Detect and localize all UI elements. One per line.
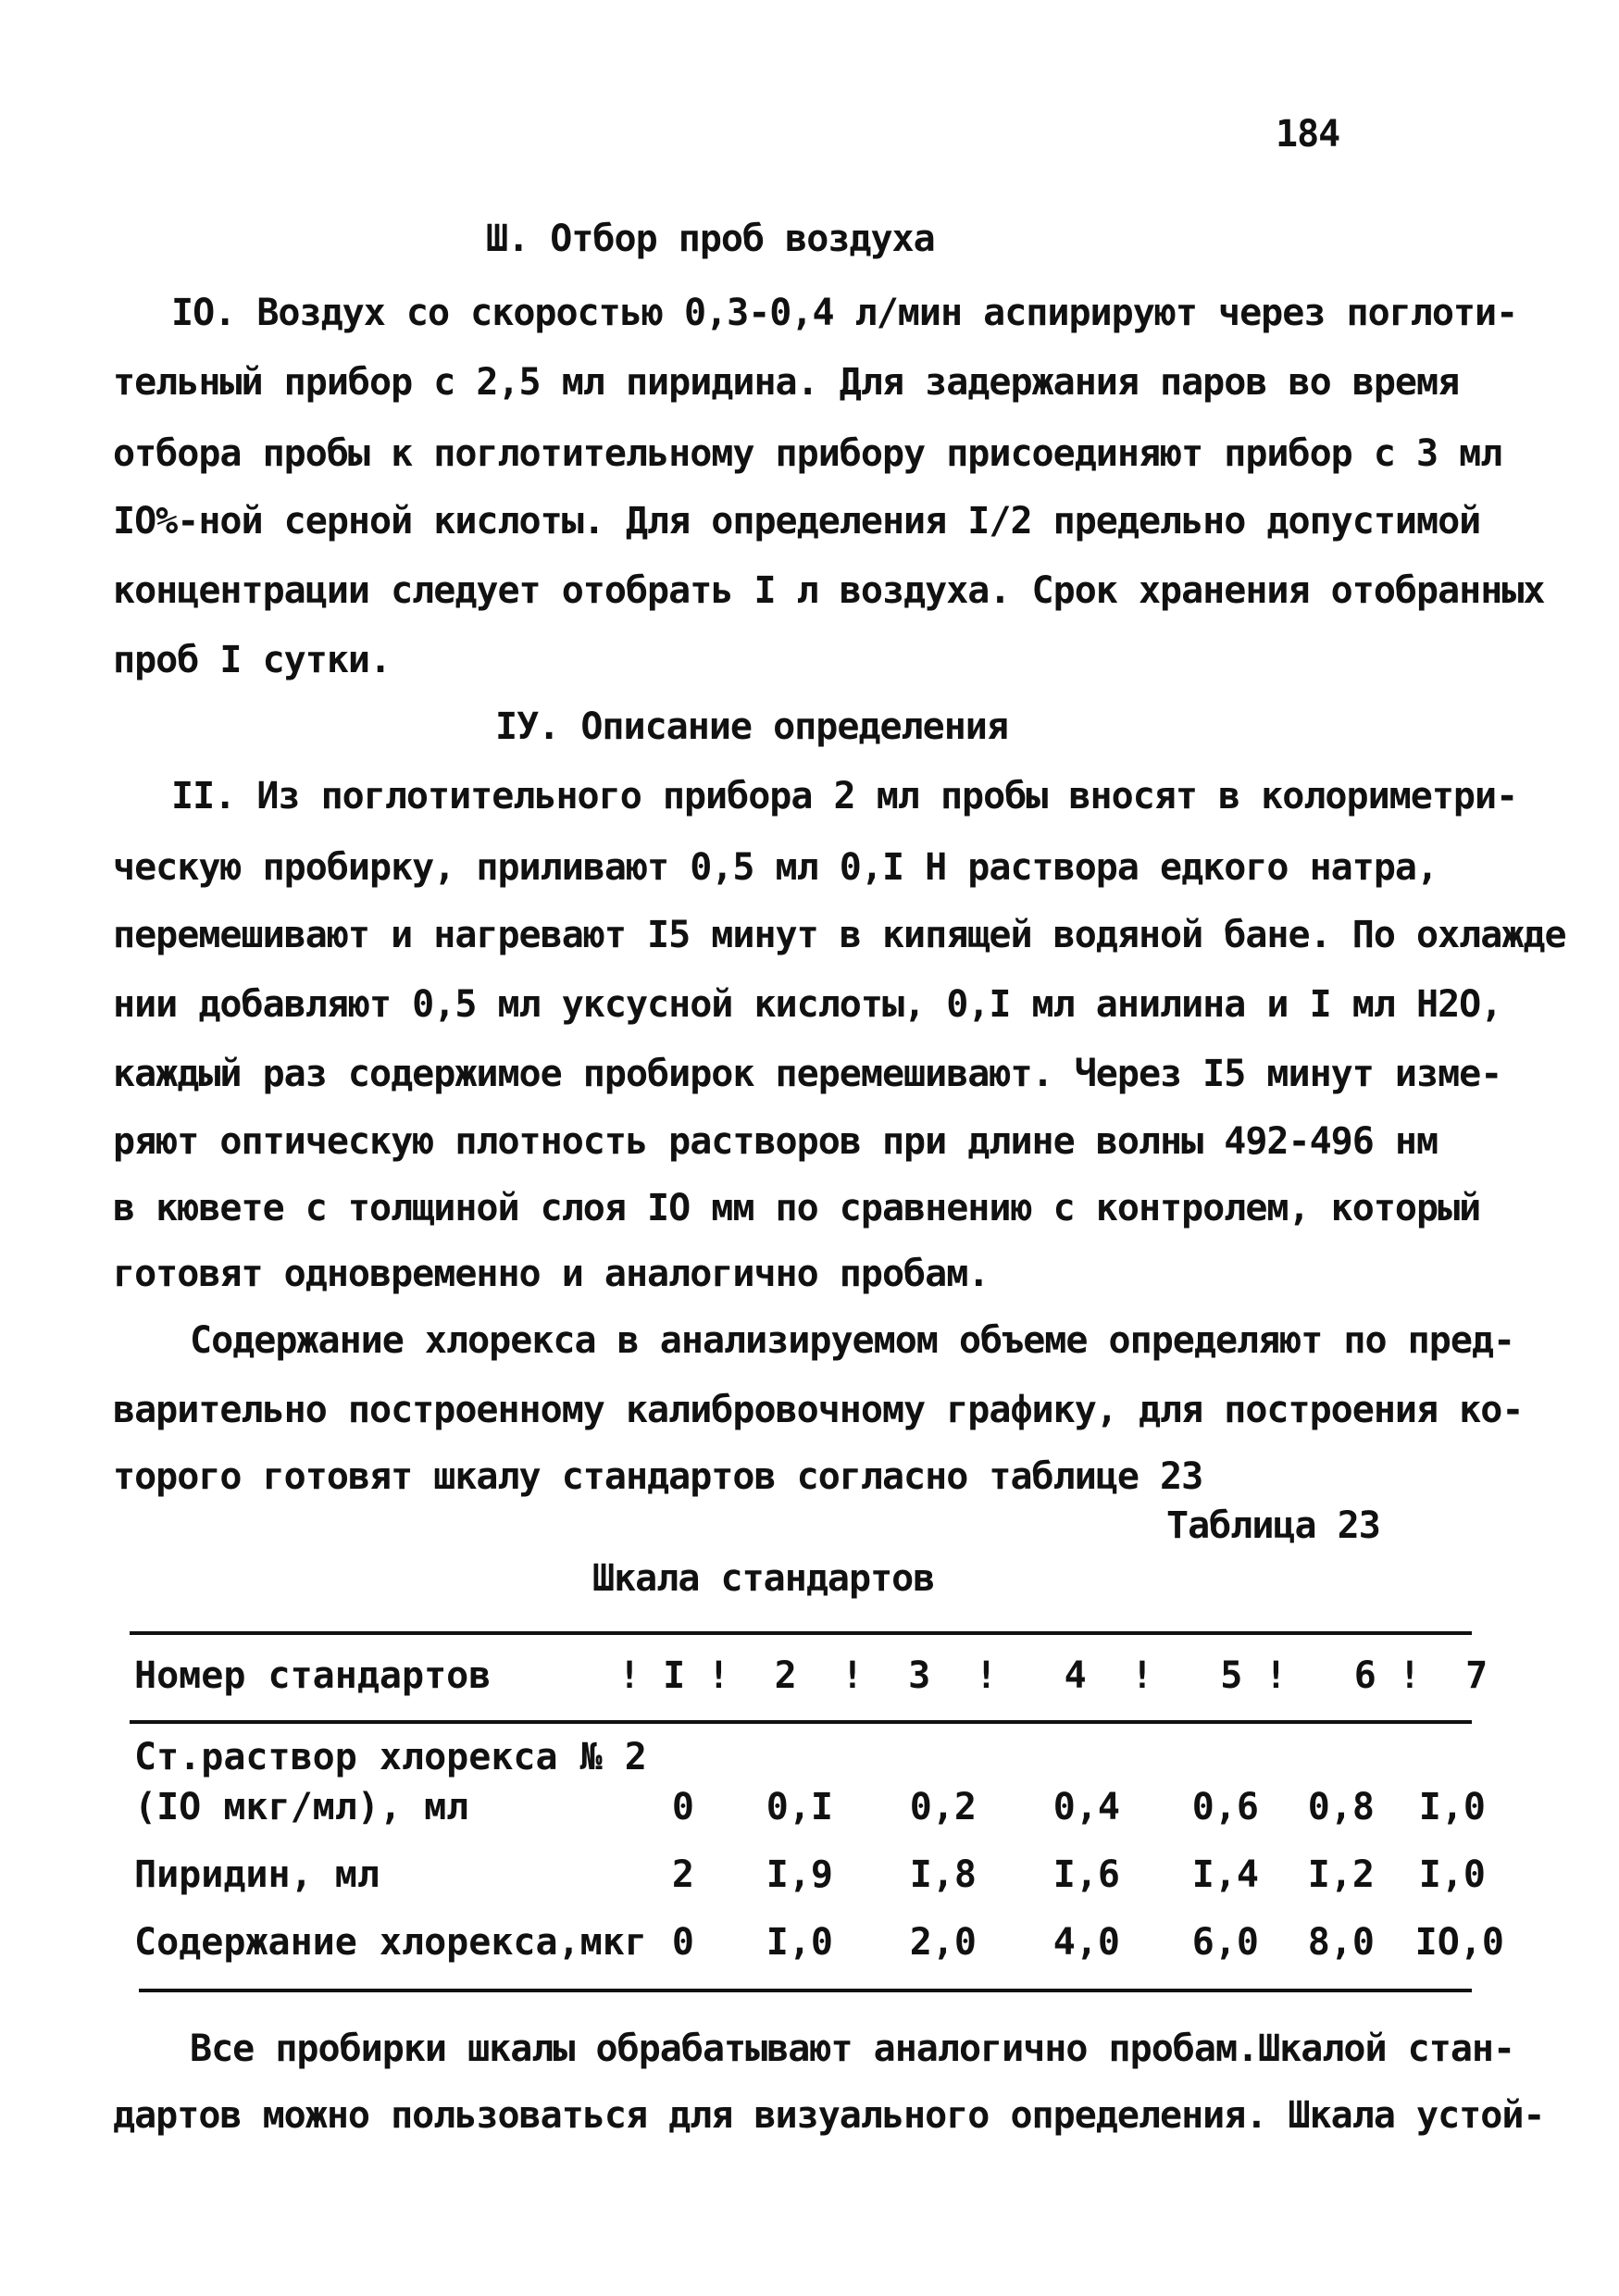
table-row-1-label-2: (IO мкг/мл), мл <box>134 1786 469 1828</box>
section-4-para2-line-1: Содержание хлорекса в анализируемом объеме определяют по пред- <box>190 1319 1515 1362</box>
section-3-heading: Ш. Отбор проб воздуха <box>486 218 935 260</box>
table-cell: 6,0 <box>1191 1921 1259 1964</box>
closing-line-2: дартов можно пользоваться для визуального определения. Шкала устой- <box>113 2094 1545 2137</box>
table-cell: I,0 <box>1418 1853 1486 1896</box>
section-4-line-3: перемешивают и нагревают I5 минут в кипящей водяной бане. По охлажде <box>113 914 1566 956</box>
table-cell: 4,0 <box>1052 1921 1120 1964</box>
table-cell: 8,0 <box>1307 1921 1375 1964</box>
table-cell: I,6 <box>1052 1853 1120 1896</box>
section-4-line-5: каждый раз содержимое пробирок перемешивают. Через I5 минут изме- <box>113 1053 1502 1095</box>
section-3-line-3: отбора пробы к поглотительному прибору присоединяют прибор с 3 мл <box>113 432 1502 475</box>
section-4-line-8: готовят одновременно и аналогично пробам. <box>113 1253 990 1295</box>
section-4-line-6: ряют оптическую плотность растворов при длине волны 492-496 нм <box>113 1120 1438 1163</box>
table-bottom-rule <box>139 1989 1472 1992</box>
table-cell: 0,6 <box>1191 1786 1259 1828</box>
table-cell: I,0 <box>1418 1786 1486 1828</box>
table-cell: 0,4 <box>1052 1786 1120 1828</box>
table-title: Шкала стандартов <box>592 1557 935 1600</box>
table-cell: 0 <box>671 1921 694 1964</box>
section-3-line-1: IO. Воздух со скоростью 0,3-0,4 л/мин аспирируют через поглоти- <box>171 292 1518 334</box>
table-cell: 0,8 <box>1307 1786 1375 1828</box>
table-row-1-label: Ст.раствор хлорекса № 2 <box>134 1736 647 1778</box>
section-4-line-1: II. Из поглотительного прибора 2 мл пробы вносят в колориметри- <box>171 775 1518 817</box>
section-4-para2-line-3: торого готовят шкалу стандартов согласно таблице 23 <box>113 1455 1203 1498</box>
table-row-3-label: Содержание хлорекса,мкг <box>134 1921 647 1964</box>
table-header-rule <box>130 1720 1472 1724</box>
table-cell: 2,0 <box>909 1921 977 1964</box>
section-4-heading: IУ. Описание определения <box>495 705 1008 748</box>
table-cell: I,4 <box>1191 1853 1259 1896</box>
table-cell: I,2 <box>1307 1853 1375 1896</box>
table-header-label: Номер стандартов <box>134 1654 492 1697</box>
section-4-line-2: ческую пробирку, приливают 0,5 мл 0,I Н раствора едкого натра, <box>113 846 1438 889</box>
closing-line-1: Все пробирки шкалы обрабатывают аналогично пробам.Шкалой стан- <box>190 2028 1515 2070</box>
table-row-2-label: Пиридин, мл <box>134 1853 380 1896</box>
table-cell: 0,2 <box>909 1786 977 1828</box>
table-cell: I,9 <box>766 1853 833 1896</box>
section-3-line-2: тельный прибор с 2,5 мл пиридина. Для задержания паров во время <box>113 361 1460 404</box>
section-4-para2-line-2: варительно построенному калибровочному графику, для построения ко- <box>113 1389 1524 1431</box>
section-3-line-6: проб I сутки. <box>113 639 392 681</box>
table-top-rule <box>130 1631 1472 1635</box>
section-4-line-7: в кювете с толщиной слоя IO мм по сравнению с контролем, который <box>113 1187 1481 1229</box>
table-label: Таблица 23 <box>1166 1504 1380 1547</box>
page-number: 184 <box>1276 113 1340 156</box>
table-cell: 0 <box>671 1786 694 1828</box>
table-cell: I,0 <box>766 1921 833 1964</box>
table-header-numbers: ! I ! 2 ! 3 ! 4 ! 5 ! 6 ! 7 <box>618 1654 1488 1697</box>
table-cell: 2 <box>671 1853 694 1896</box>
table-cell: 0,I <box>766 1786 833 1828</box>
section-3-line-5: концентрации следует отобрать I л воздуха. Срок хранения отобранных <box>113 569 1545 612</box>
table-cell: IO,0 <box>1414 1921 1504 1964</box>
section-4-line-4: нии добавляют 0,5 мл уксусной кислоты, 0,I мл анилина и I мл H2O, <box>113 983 1502 1026</box>
table-cell: I,8 <box>909 1853 977 1896</box>
section-3-line-4: IO%-ной серной кислоты. Для определения I/2 предельно допустимой <box>113 500 1481 543</box>
